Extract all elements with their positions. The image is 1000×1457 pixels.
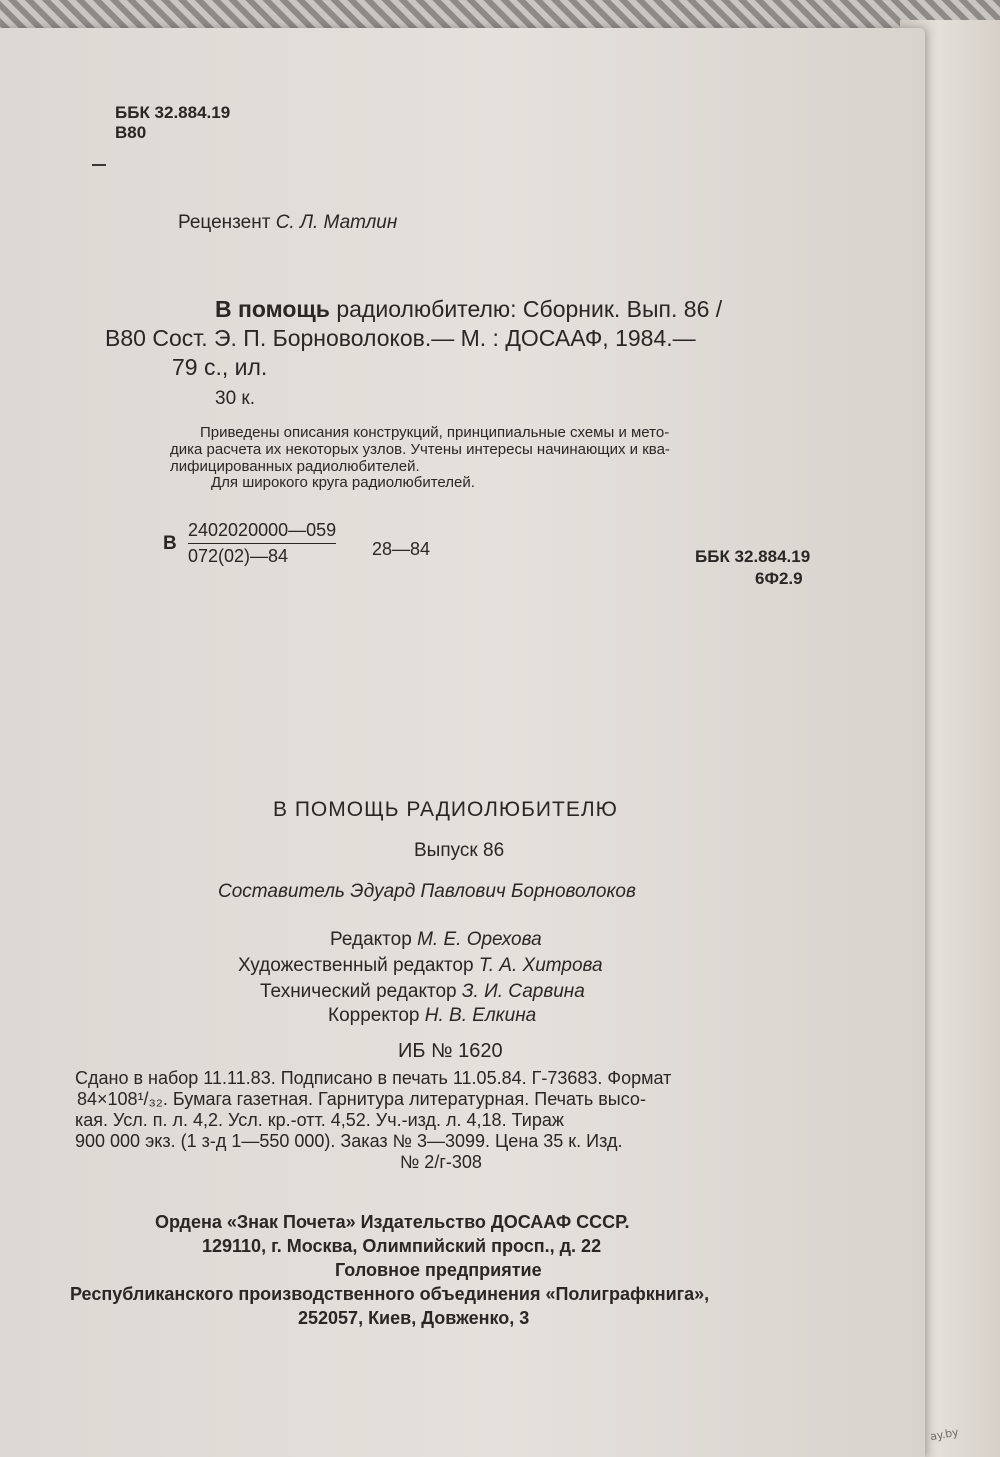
bbk-line-2: В80 [115, 123, 147, 142]
tech-editor-line [260, 980, 585, 1004]
reviewer-name: С. Л. Матлин [275, 212, 398, 233]
tech-editor-name: З. И. Сарвина [461, 981, 585, 1002]
reference-compiler: Сост. Э. П. Борноволоков.— М. : ДОСААФ, 1984.— [152, 325, 696, 351]
annotation-line-4: Для широкого круга радиолюбителей. [211, 474, 475, 491]
publisher-line-1: Ордена «Знак Почета» Издательство ДОСААФ СССР. [155, 1212, 630, 1232]
tech-editor-label: Технический редактор [260, 981, 457, 1002]
imprint-line-4: 900 000 экз. (1 з-д 1—550 000). Заказ № 3—3099. Цена 35 к. Изд. [75, 1131, 623, 1151]
reference-title-rest: радиолюбителю: Сборник. Вып. 86 / [336, 296, 723, 322]
editor-name: М. Е. Орехова [417, 929, 542, 950]
catalog-code-fraction [188, 520, 336, 567]
compiler-line: Составитель Эдуард Павлович Борноволоков [218, 881, 636, 902]
annotation-line-2: дика расчета их некоторых узлов. Учтены интересы начинающих и ква- [170, 441, 670, 458]
catalog-code-suffix: 28—84 [372, 539, 431, 559]
bbk-code-top [115, 103, 230, 143]
issue-number: Выпуск 86 [414, 840, 505, 861]
bibliographic-reference [105, 296, 722, 383]
publisher-line-4: Республиканского производственного объединения «Полиграфкнига», [70, 1284, 710, 1304]
price-label: 30 к. [215, 388, 256, 409]
art-editor-line [238, 954, 603, 978]
annotation-line-3: лифицированных радиолюбителей. [170, 458, 420, 475]
book-title-caps: В ПОМОЩЬ РАДИОЛЮБИТЕЛЮ [273, 798, 618, 821]
bbk-code-right [695, 546, 810, 590]
imprint-block [75, 1068, 671, 1173]
bbk-line-1: ББК 32.884.19 [115, 103, 231, 122]
publisher-line-2: 129110, г. Москва, Олимпийский просп., д. 22 [202, 1236, 602, 1256]
imprint-line-2: 84×108¹/₃₂. Бумага газетная. Гарнитура литературная. Печать высо- [77, 1089, 646, 1109]
ib-number: ИБ № 1620 [398, 1040, 503, 1062]
annotation [170, 424, 670, 475]
art-editor-name: Т. А. Хитрова [478, 955, 603, 976]
publisher-line-3: Головное предприятие [335, 1260, 542, 1280]
imprint-line-3: кая. Усл. п. л. 4,2. Усл. кр.-отт. 4,52. Уч.-изд. л. 4,18. Тираж [75, 1110, 564, 1130]
reference-line-1 [105, 296, 722, 325]
reference-line-2 [105, 325, 722, 354]
bbk-right-line-1: ББК 32.884.19 [695, 547, 811, 566]
catalog-code-denominator: 072(02)—84 [188, 546, 289, 566]
art-editor-label: Художественный редактор [238, 955, 474, 976]
publisher-line-5: 252057, Киев, Довженко, 3 [298, 1308, 530, 1328]
reviewer-line [178, 212, 397, 234]
annotation-line-1: Приведены описания конструкций, принципиальные схемы и мето- [200, 424, 670, 441]
editor-line [330, 928, 542, 952]
book-page [0, 28, 925, 1457]
corrector-label: Корректор [328, 1005, 420, 1026]
imprint-line-1: Сдано в набор 11.11.83. Подписано в печать 11.05.84. Г-73683. Формат [75, 1068, 672, 1088]
editor-label: Редактор [330, 929, 412, 950]
reference-code: В80 [105, 325, 146, 351]
corrector-line [328, 1004, 536, 1028]
watermark-text: ay.by [929, 1425, 960, 1444]
separator-dash [92, 164, 106, 166]
catalog-code-numerator: 2402020000—059 [188, 520, 336, 544]
reference-title-bold: В помощь [215, 296, 330, 322]
corrector-name: Н. В. Елкина [424, 1005, 537, 1026]
catalog-code-prefix: В [163, 533, 177, 554]
reviewer-label: Рецензент [178, 212, 271, 233]
bbk-right-line-2: 6Ф2.9 [755, 569, 803, 588]
imprint-line-5: № 2/г-308 [400, 1152, 482, 1172]
reference-line-3: 79 с., ил. [172, 354, 268, 380]
